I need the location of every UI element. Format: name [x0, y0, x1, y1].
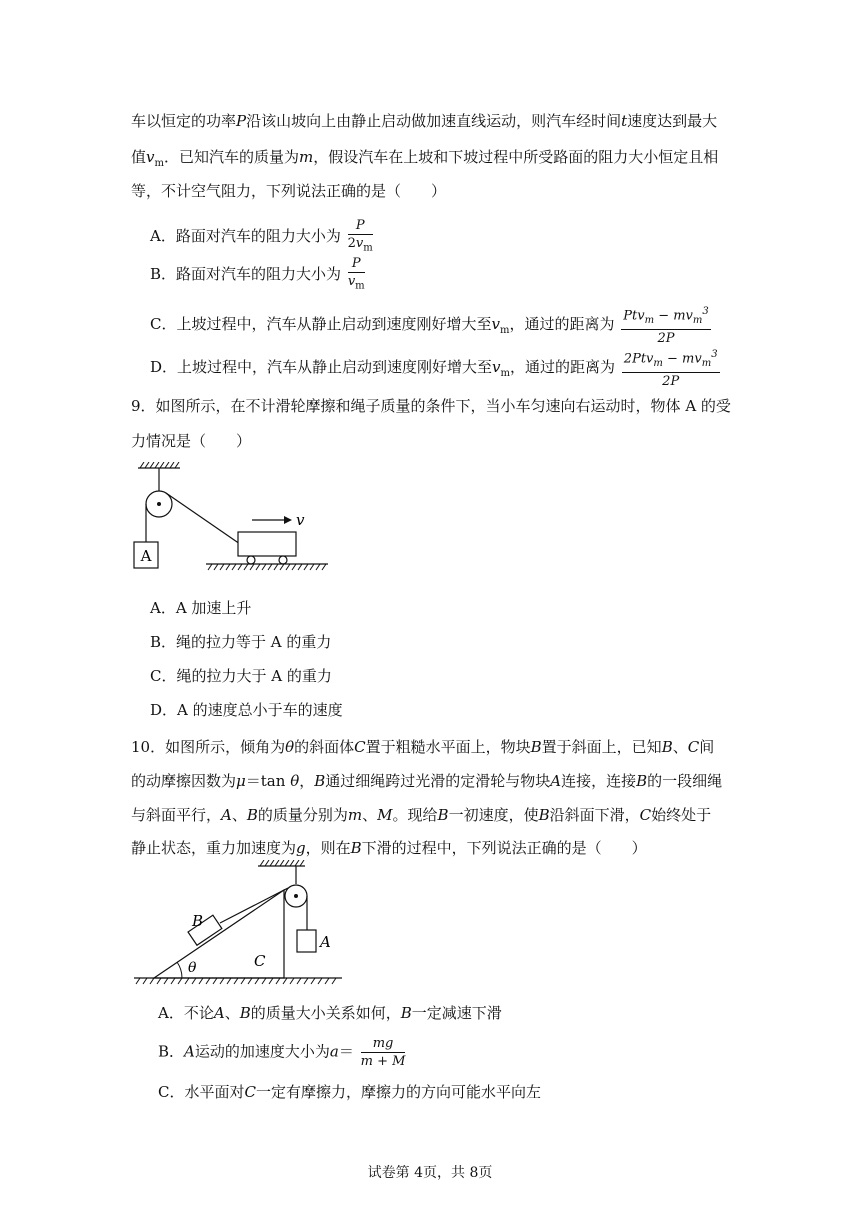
- page-footer: 试卷第 4页，共 8页: [367, 1165, 493, 1181]
- q10-stem-line-1: 10．如图所示，倾角为θ的斜面体C置于粗糙水平面上，物块B置于斜面上，已知B、C间: [131, 738, 715, 756]
- q9-option-a: A．A 加速上升: [150, 599, 252, 617]
- svg-text:A: A: [140, 547, 152, 565]
- arrow-right-icon: [284, 516, 292, 524]
- q8-line-3: 等，不计空气阻力，下列说法正确的是（ ）: [131, 182, 447, 200]
- cart: [238, 532, 296, 556]
- svg-text:A: A: [320, 933, 331, 951]
- q10-option-b: B．A运动的加速度大小为a＝ $\frac{mg}{m + M}$: [158, 1036, 406, 1069]
- svg-text:θ: θ: [188, 960, 197, 976]
- q8-option-a: A．路面对汽车的阻力大小为 $\frac{P}{2v_m}$: [150, 218, 373, 254]
- svg-text:v: v: [296, 511, 305, 529]
- svg-text:B: B: [192, 912, 204, 930]
- block-a: [297, 930, 316, 952]
- q10-option-a: A．不论A、B的质量大小关系如何，B一定减速下滑: [158, 1004, 502, 1022]
- q9-option-c: C．绳的拉力大于 A 的重力: [150, 667, 332, 685]
- q9-stem-line-2: 力情况是（ ）: [131, 432, 252, 450]
- q8-option-b: B．路面对汽车的阻力大小为 $\frac{P}{v_m}$: [150, 256, 365, 292]
- q10-figure-incline-pulley: [130, 860, 360, 995]
- q9-figure-pulley-cart: [128, 462, 338, 577]
- q9-option-d: D．A 的速度总小于车的速度: [150, 701, 343, 719]
- q10-stem-line-2: 的动摩擦因数为μ＝tan θ，B通过细绳跨过光滑的定滑轮与物块A连接，连接B的一段细绳: [131, 772, 723, 790]
- q8-line-2: 值$v_m$．已知汽车的质量为m，假设汽车在上坡和下坡过程中所受路面的阻力大小恒定且相: [131, 148, 719, 169]
- q9-stem-line-1: 9．如图所示，在不计滑轮摩擦和绳子质量的条件下，当小车匀速向右运动时，物体 A 的受: [131, 397, 731, 415]
- q8-line-1: 车以恒定的功率P沿该山坡向上由静止启动做加速直线运动，则汽车经时间t速度达到最大: [131, 112, 718, 130]
- q10-stem-line-3: 与斜面平行，A、B的质量分别为m、M。现给B一初速度，使B沿斜面下滑，C始终处于: [131, 806, 712, 824]
- q8-option-d: D．上坡过程中，汽车从静止启动到速度刚好增大至$v_m$，通过的距离为 $\frac{2Ptv_m - mv_m^3}{2P}$: [150, 346, 722, 390]
- q10-stem-line-4: 静止状态，重力加速度为g，则在B下滑的过程中，下列说法正确的是（ ）: [131, 839, 647, 857]
- q9-option-b: B．绳的拉力等于 A 的重力: [150, 633, 332, 651]
- q10-option-c: C．水平面对C一定有摩擦力，摩擦力的方向可能水平向左: [158, 1083, 541, 1101]
- svg-text:C: C: [254, 952, 266, 970]
- q8-option-c: C．上坡过程中，汽车从静止启动到速度刚好增大至$v_m$，通过的距离为 $\frac{Ptv_m - mv_m^3}{2P}$: [150, 303, 713, 347]
